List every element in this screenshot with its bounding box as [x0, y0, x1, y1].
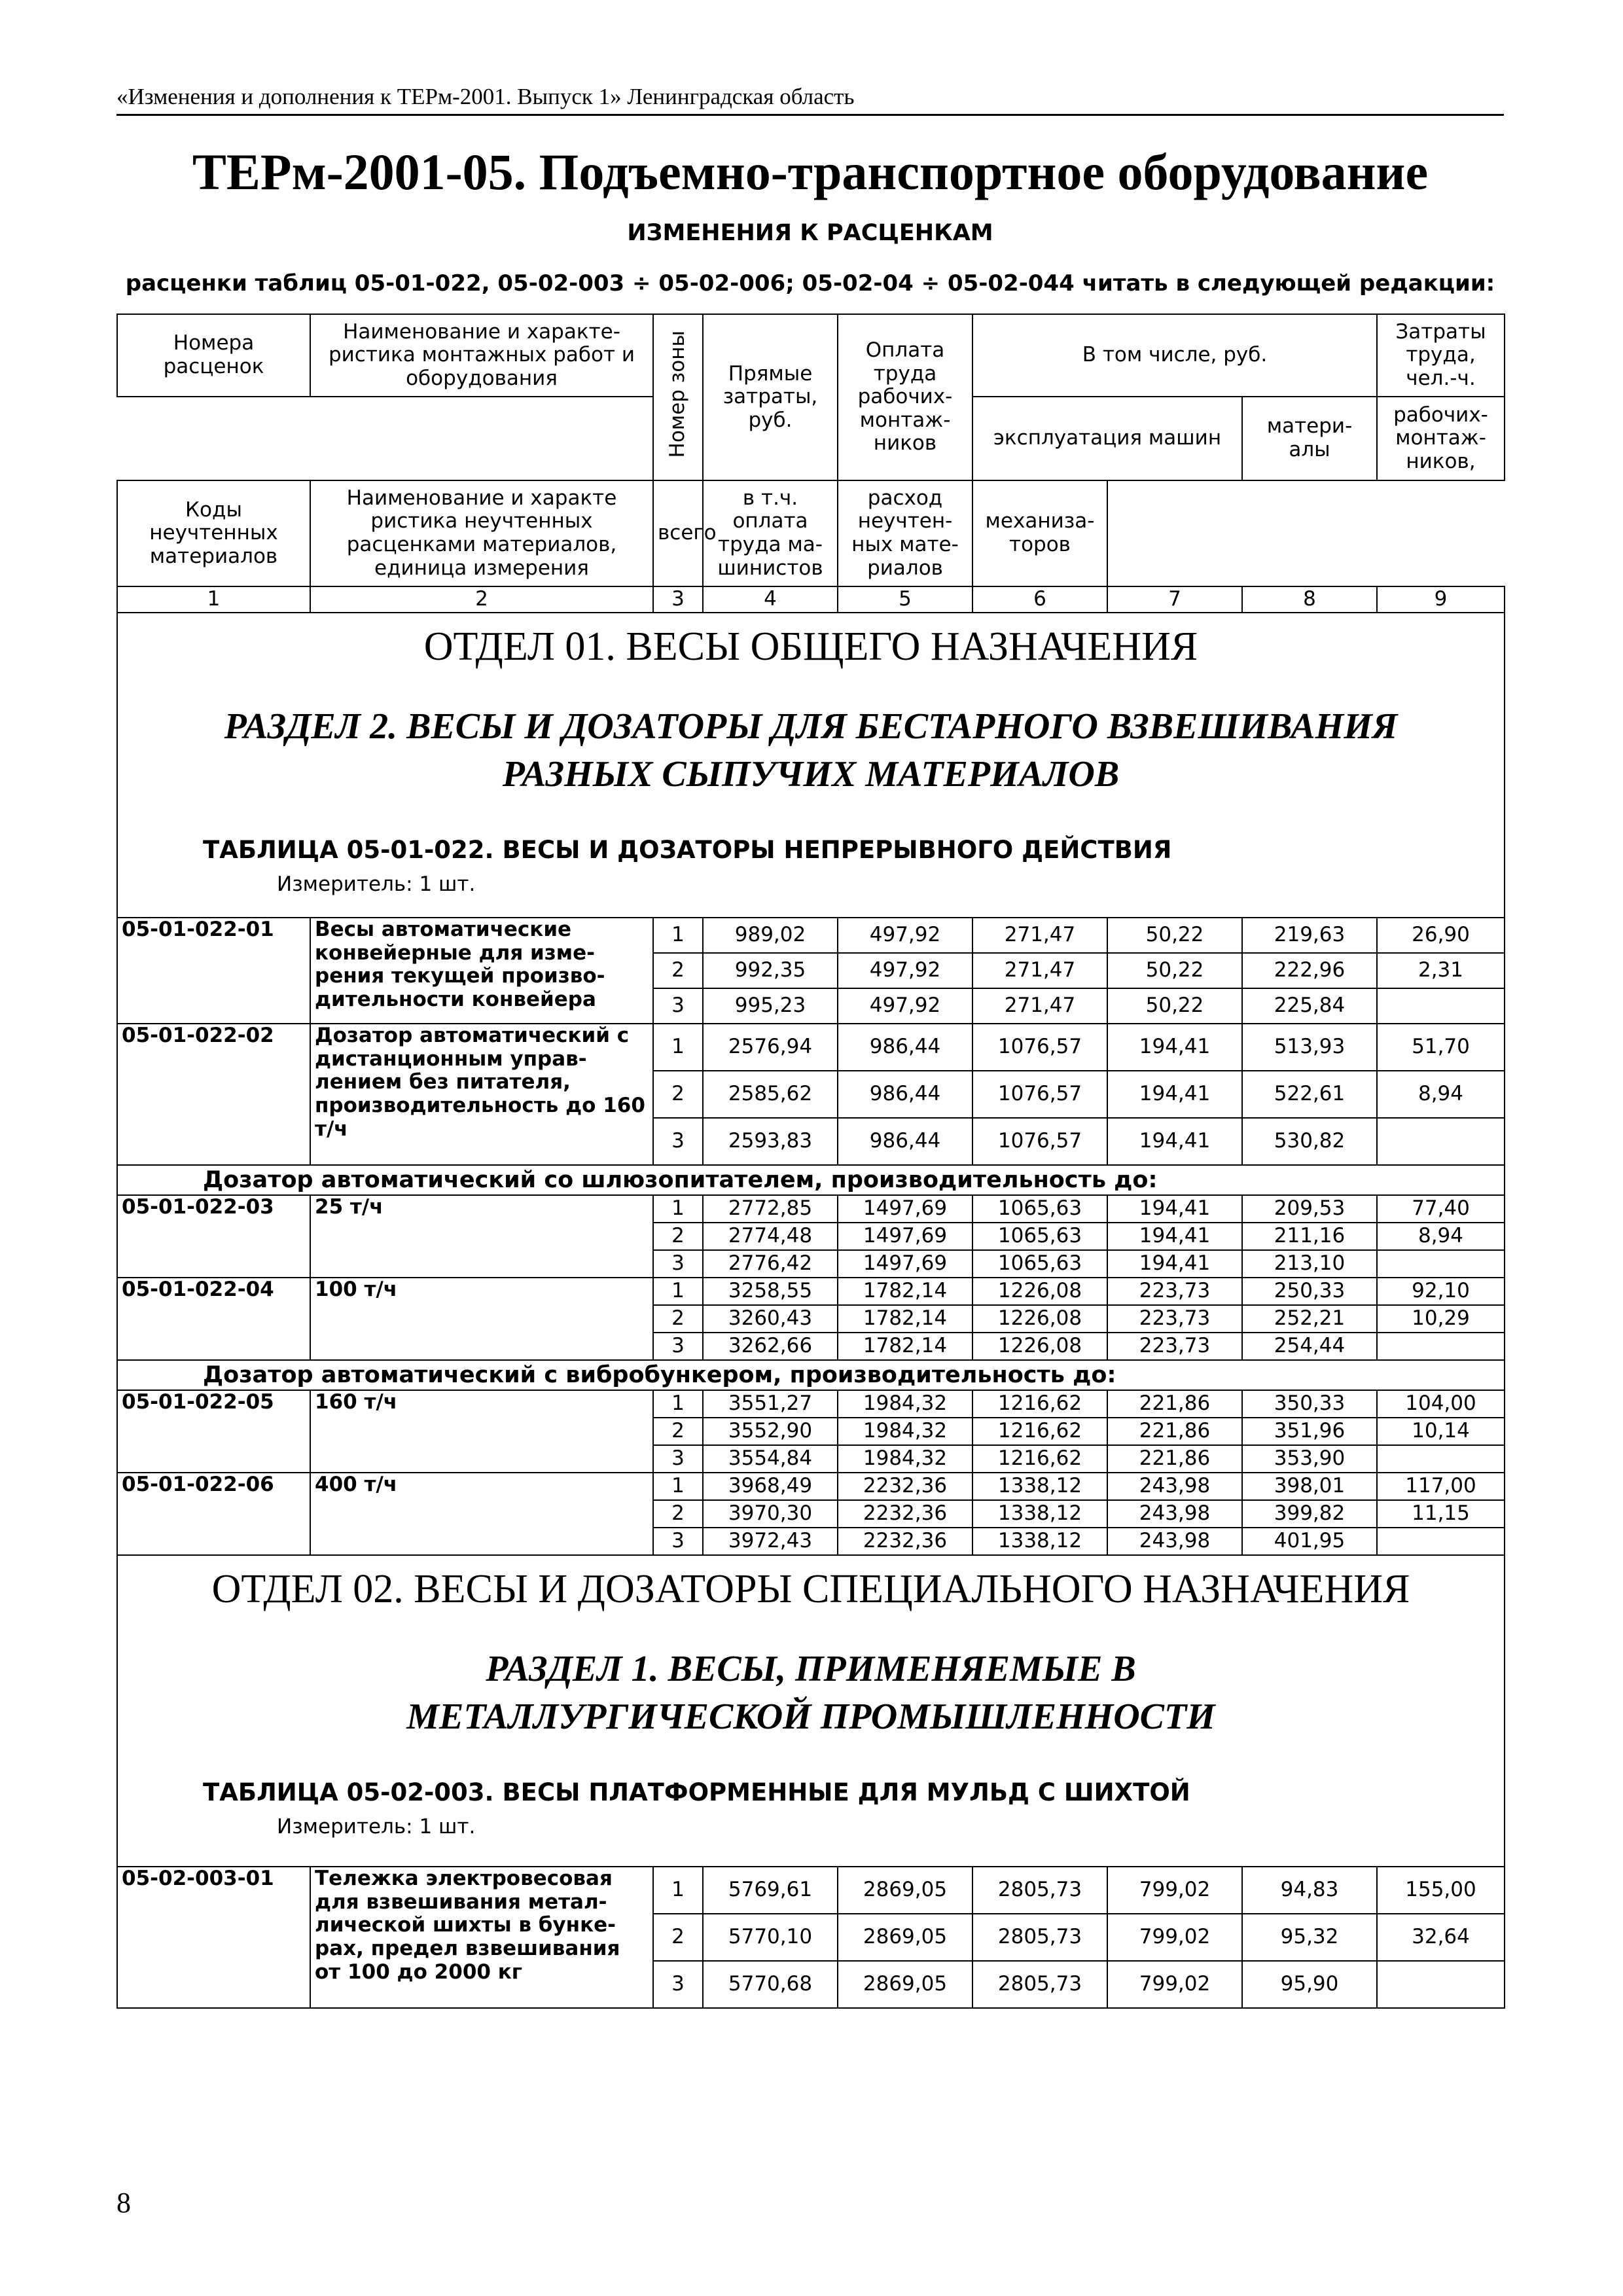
col-header-operators-pay: в т.ч. оплата труда ма-шинистов	[703, 480, 838, 586]
value-cell: 1226,08	[972, 1278, 1107, 1305]
rate-name: 25 т/ч	[310, 1195, 653, 1278]
value-cell: 211,16	[1242, 1223, 1377, 1250]
value-cell: 155,00	[1377, 1867, 1505, 1914]
value-cell: 2869,05	[838, 1914, 972, 1961]
value-cell: 2776,42	[703, 1250, 838, 1278]
value-cell: 530,82	[1242, 1118, 1377, 1165]
value-cell: 2805,73	[972, 1867, 1107, 1914]
col-header-workers: рабочих-монтаж-ников,	[1377, 397, 1505, 480]
col-number: 8	[1242, 586, 1377, 613]
value-cell: 10,29	[1377, 1305, 1505, 1333]
value-cell	[1377, 1250, 1505, 1278]
zone-cell: 2	[653, 953, 703, 988]
col-number: 7	[1107, 586, 1242, 613]
section-heading-block	[117, 1555, 1505, 1867]
value-cell: 8,94	[1377, 1223, 1505, 1250]
zone-cell: 2	[653, 1223, 703, 1250]
value-cell	[1377, 1961, 1505, 2008]
value-cell: 799,02	[1107, 1867, 1242, 1914]
rate-code: 05-01-022-05	[117, 1390, 310, 1473]
value-cell: 213,10	[1242, 1250, 1377, 1278]
rate-code: 05-01-022-01	[117, 918, 310, 1024]
zone-cell: 1	[653, 1278, 703, 1305]
value-cell: 271,47	[972, 953, 1107, 988]
col-number: 2	[310, 586, 653, 613]
value-cell: 399,82	[1242, 1500, 1377, 1528]
table-row	[117, 1867, 1505, 1914]
value-cell: 243,98	[1107, 1473, 1242, 1500]
value-cell: 986,44	[838, 1071, 972, 1118]
value-cell: 5770,68	[703, 1961, 838, 2008]
rate-name: Тележка электровесовая для взвешивания метал-лической шихты в бунке-рах, предел взвешивания от 100 до 2000 кг	[310, 1867, 653, 2008]
col-header-unaccounted-materials: расход неучтен-ных мате-риалов	[838, 480, 972, 586]
document-title: ТЕРм-2001-05. Подъемно-транспортное оборудование	[192, 143, 1429, 200]
value-cell: 243,98	[1107, 1528, 1242, 1555]
table-heading: ТАБЛИЦА 05-02-003. ВЕСЫ ПЛАТФОРМЕННЫЕ ДЛЯ МУЛЬД С ШИХТОЙ	[203, 1778, 1190, 1806]
rates-table	[116, 314, 1505, 2009]
value-cell: 3552,90	[703, 1418, 838, 1445]
table-row	[117, 918, 1505, 953]
value-cell: 10,14	[1377, 1418, 1505, 1445]
value-cell	[1377, 1445, 1505, 1473]
value-cell: 2869,05	[838, 1867, 972, 1914]
value-cell: 50,22	[1107, 918, 1242, 953]
value-cell: 271,47	[972, 918, 1107, 953]
value-cell: 2593,83	[703, 1118, 838, 1165]
value-cell: 194,41	[1107, 1118, 1242, 1165]
value-cell: 194,41	[1107, 1024, 1242, 1071]
value-cell: 3970,30	[703, 1500, 838, 1528]
value-cell: 1216,62	[972, 1390, 1107, 1418]
value-cell: 1226,08	[972, 1333, 1107, 1360]
col-header-labor-costs: Затраты труда, чел.-ч.	[1377, 314, 1505, 397]
table-row	[117, 1473, 1505, 1500]
value-cell: 1984,32	[838, 1418, 972, 1445]
value-cell: 221,86	[1107, 1418, 1242, 1445]
rate-code: 05-01-022-02	[117, 1024, 310, 1165]
value-cell: 1338,12	[972, 1528, 1107, 1555]
value-cell: 1782,14	[838, 1333, 972, 1360]
zone-cell: 1	[653, 918, 703, 953]
value-cell: 2576,94	[703, 1024, 838, 1071]
value-cell: 401,95	[1242, 1528, 1377, 1555]
value-cell: 223,73	[1107, 1278, 1242, 1305]
value-cell: 1984,32	[838, 1445, 972, 1473]
col-number: 5	[838, 586, 972, 613]
value-cell: 1338,12	[972, 1473, 1107, 1500]
value-cell: 2774,48	[703, 1223, 838, 1250]
value-cell: 497,92	[838, 988, 972, 1024]
col-header-work-name: Наименование и характе-ристика монтажных работ и оборудования	[310, 314, 653, 397]
value-cell: 986,44	[838, 1024, 972, 1071]
section-heading-block	[117, 613, 1505, 918]
zone-cell: 3	[653, 1333, 703, 1360]
value-cell: 989,02	[703, 918, 838, 953]
value-cell: 2232,36	[838, 1473, 972, 1500]
value-cell: 398,01	[1242, 1473, 1377, 1500]
table-row	[117, 1390, 1505, 1418]
value-cell: 95,32	[1242, 1914, 1377, 1961]
unit-of-measure: Измеритель: 1 шт.	[277, 1815, 476, 1839]
value-cell: 11,15	[1377, 1500, 1505, 1528]
value-cell: 209,53	[1242, 1195, 1377, 1223]
value-cell: 77,40	[1377, 1195, 1505, 1223]
value-cell: 221,86	[1107, 1390, 1242, 1418]
value-cell: 1782,14	[838, 1305, 972, 1333]
col-header-material-names: Наименование и характе ристика неучтенных расценками материалов, единица измерения	[310, 480, 653, 586]
value-cell: 2585,62	[703, 1071, 838, 1118]
running-header: «Изменения и дополнения к ТЕРм-2001. Выпуск 1» Ленинградская область	[116, 84, 1504, 116]
value-cell: 95,90	[1242, 1961, 1377, 2008]
value-cell: 32,64	[1377, 1914, 1505, 1961]
value-cell: 243,98	[1107, 1500, 1242, 1528]
col-number: 3	[653, 586, 703, 613]
value-cell: 2805,73	[972, 1914, 1107, 1961]
page-number: 8	[116, 2187, 131, 2219]
zone-cell: 3	[653, 1528, 703, 1555]
value-cell: 1497,69	[838, 1250, 972, 1278]
value-cell: 254,44	[1242, 1333, 1377, 1360]
col-header-materials: матери-алы	[1242, 397, 1377, 480]
value-cell: 799,02	[1107, 1914, 1242, 1961]
rate-name: Дозатор автоматический с дистанционным управ-лением без питателя, производительность до 160 т/ч	[310, 1024, 653, 1165]
value-cell: 513,93	[1242, 1024, 1377, 1071]
zone-cell: 3	[653, 1961, 703, 2008]
table-row	[117, 1195, 1505, 1223]
table-row	[117, 1024, 1505, 1071]
col-number: 1	[117, 586, 310, 613]
zone-cell: 2	[653, 1305, 703, 1333]
rate-name: Весы автоматические конвейерные для изме-рения текущей произво-дительности конвейера	[310, 918, 653, 1024]
subgroup-heading: Дозатор автоматический с вибробункером, производительность до:	[117, 1360, 1505, 1390]
value-cell: 252,21	[1242, 1305, 1377, 1333]
value-cell: 497,92	[838, 953, 972, 988]
section-otdel-02	[117, 1555, 1505, 2008]
value-cell: 986,44	[838, 1118, 972, 1165]
value-cell: 3262,66	[703, 1333, 838, 1360]
subgroup-heading: Дозатор автоматический со шлюзопитателем, производительность до:	[117, 1165, 1505, 1195]
value-cell: 104,00	[1377, 1390, 1505, 1418]
rate-name: 100 т/ч	[310, 1278, 653, 1360]
table-heading: ТАБЛИЦА 05-01-022. ВЕСЫ И ДОЗАТОРЫ НЕПРЕРЫВНОГО ДЕЙСТВИЯ	[203, 835, 1172, 864]
section-subtitle: ИЗМЕНЕНИЯ К РАСЦЕНКАМ	[627, 220, 993, 246]
col-number: 4	[703, 586, 838, 613]
value-cell: 2,31	[1377, 953, 1505, 988]
col-header-machines-total: всего	[653, 480, 703, 586]
table-row	[117, 1278, 1505, 1305]
value-cell: 3972,43	[703, 1528, 838, 1555]
value-cell: 3968,49	[703, 1473, 838, 1500]
zone-cell: 1	[653, 1390, 703, 1418]
value-cell: 3260,43	[703, 1305, 838, 1333]
value-cell: 3258,55	[703, 1278, 838, 1305]
value-cell: 995,23	[703, 988, 838, 1024]
value-cell: 1226,08	[972, 1305, 1107, 1333]
value-cell: 194,41	[1107, 1223, 1242, 1250]
value-cell: 1065,63	[972, 1250, 1107, 1278]
value-cell: 94,83	[1242, 1867, 1377, 1914]
value-cell: 1782,14	[838, 1278, 972, 1305]
zone-cell: 2	[653, 1418, 703, 1445]
value-cell: 1065,63	[972, 1195, 1107, 1223]
value-cell: 225,84	[1242, 988, 1377, 1024]
value-cell: 992,35	[703, 953, 838, 988]
value-cell: 3554,84	[703, 1445, 838, 1473]
col-header-direct-costs: Прямые затраты, руб.	[703, 314, 838, 480]
col-number: 9	[1377, 586, 1505, 613]
rate-code: 05-01-022-04	[117, 1278, 310, 1360]
value-cell: 222,96	[1242, 953, 1377, 988]
value-cell: 522,61	[1242, 1071, 1377, 1118]
value-cell	[1377, 1333, 1505, 1360]
rate-code: 05-01-022-03	[117, 1195, 310, 1278]
zone-cell: 2	[653, 1071, 703, 1118]
value-cell: 5770,10	[703, 1914, 838, 1961]
zone-cell: 3	[653, 1445, 703, 1473]
value-cell: 799,02	[1107, 1961, 1242, 2008]
subgroup-row	[117, 1165, 1505, 1195]
value-cell: 50,22	[1107, 953, 1242, 988]
value-cell: 1065,63	[972, 1223, 1107, 1250]
zone-cell: 1	[653, 1473, 703, 1500]
col-header-zone	[653, 314, 703, 480]
col-header-labor-pay: Оплата труда рабочих-монтаж-ников	[838, 314, 972, 480]
value-cell: 3551,27	[703, 1390, 838, 1418]
value-cell: 1984,32	[838, 1390, 972, 1418]
value-cell: 194,41	[1107, 1071, 1242, 1118]
value-cell: 1076,57	[972, 1071, 1107, 1118]
value-cell: 2232,36	[838, 1528, 972, 1555]
col-header-machinists: механиза-торов	[972, 480, 1107, 586]
value-cell: 117,00	[1377, 1473, 1505, 1500]
value-cell: 1076,57	[972, 1024, 1107, 1071]
value-cell: 50,22	[1107, 988, 1242, 1024]
value-cell: 219,63	[1242, 918, 1377, 953]
value-cell: 351,96	[1242, 1418, 1377, 1445]
rate-code: 05-01-022-06	[117, 1473, 310, 1555]
value-cell: 1497,69	[838, 1223, 972, 1250]
otdel-heading: ОТДЕЛ 02. ВЕСЫ И ДОЗАТОРЫ СПЕЦИАЛЬНОГО НАЗНАЧЕНИЯ	[211, 1567, 1410, 1611]
value-cell: 223,73	[1107, 1305, 1242, 1333]
value-cell: 271,47	[972, 988, 1107, 1024]
zone-cell: 3	[653, 1250, 703, 1278]
zone-label: Номер зоны	[666, 331, 690, 458]
value-cell: 1216,62	[972, 1445, 1107, 1473]
value-cell: 1338,12	[972, 1500, 1107, 1528]
razdel-heading: РАЗДЕЛ 2. ВЕСЫ И ДОЗАТОРЫ ДЛЯ БЕСТАРНОГО ВЗВЕШИВАНИЯ РАЗНЫХ СЫПУЧИХ МАТЕРИАЛОВ	[224, 706, 1398, 795]
rate-name: 400 т/ч	[310, 1473, 653, 1555]
value-cell: 353,90	[1242, 1445, 1377, 1473]
intro-text: расценки таблиц 05-01-022, 05-02-003 ÷ 05-02-006; 05-02-04 ÷ 05-02-044 читать в следующей редакции:	[125, 270, 1495, 296]
value-cell: 92,10	[1377, 1278, 1505, 1305]
value-cell: 2869,05	[838, 1961, 972, 2008]
col-header-including: В том числе, руб.	[972, 314, 1377, 397]
zone-cell: 3	[653, 988, 703, 1024]
unit-of-measure: Измеритель: 1 шт.	[277, 872, 476, 897]
value-cell: 250,33	[1242, 1278, 1377, 1305]
razdel-heading: РАЗДЕЛ 1. ВЕСЫ, ПРИМЕНЯЕМЫЕ В МЕТАЛЛУРГИЧЕСКОЙ ПРОМЫШЛЕННОСТИ	[406, 1649, 1215, 1738]
col-header-material-codes: Коды неучтенных материалов	[117, 480, 310, 586]
section-otdel-01	[117, 613, 1505, 1555]
value-cell: 194,41	[1107, 1195, 1242, 1223]
value-cell	[1377, 1528, 1505, 1555]
col-header-machines: эксплуатация машин	[972, 397, 1242, 480]
value-cell: 497,92	[838, 918, 972, 953]
value-cell: 2772,85	[703, 1195, 838, 1223]
value-cell: 51,70	[1377, 1024, 1505, 1071]
value-cell: 1497,69	[838, 1195, 972, 1223]
value-cell: 1216,62	[972, 1418, 1107, 1445]
value-cell: 223,73	[1107, 1333, 1242, 1360]
value-cell: 2805,73	[972, 1961, 1107, 2008]
table-header	[117, 314, 1505, 613]
value-cell	[1377, 1118, 1505, 1165]
zone-cell: 2	[653, 1914, 703, 1961]
rate-name: 160 т/ч	[310, 1390, 653, 1473]
value-cell: 350,33	[1242, 1390, 1377, 1418]
zone-cell: 2	[653, 1500, 703, 1528]
rate-code: 05-02-003-01	[117, 1867, 310, 2008]
otdel-heading: ОТДЕЛ 01. ВЕСЫ ОБЩЕГО НАЗНАЧЕНИЯ	[423, 624, 1198, 669]
value-cell: 1076,57	[972, 1118, 1107, 1165]
col-number: 6	[972, 586, 1107, 613]
value-cell: 194,41	[1107, 1250, 1242, 1278]
value-cell: 8,94	[1377, 1071, 1505, 1118]
value-cell: 5769,61	[703, 1867, 838, 1914]
zone-cell: 1	[653, 1024, 703, 1071]
zone-cell: 3	[653, 1118, 703, 1165]
value-cell: 26,90	[1377, 918, 1505, 953]
subgroup-row	[117, 1360, 1505, 1390]
value-cell: 2232,36	[838, 1500, 972, 1528]
value-cell: 221,86	[1107, 1445, 1242, 1473]
col-header-rate-numbers: Номера расценок	[117, 314, 310, 397]
zone-cell: 1	[653, 1867, 703, 1914]
value-cell	[1377, 988, 1505, 1024]
zone-cell: 1	[653, 1195, 703, 1223]
